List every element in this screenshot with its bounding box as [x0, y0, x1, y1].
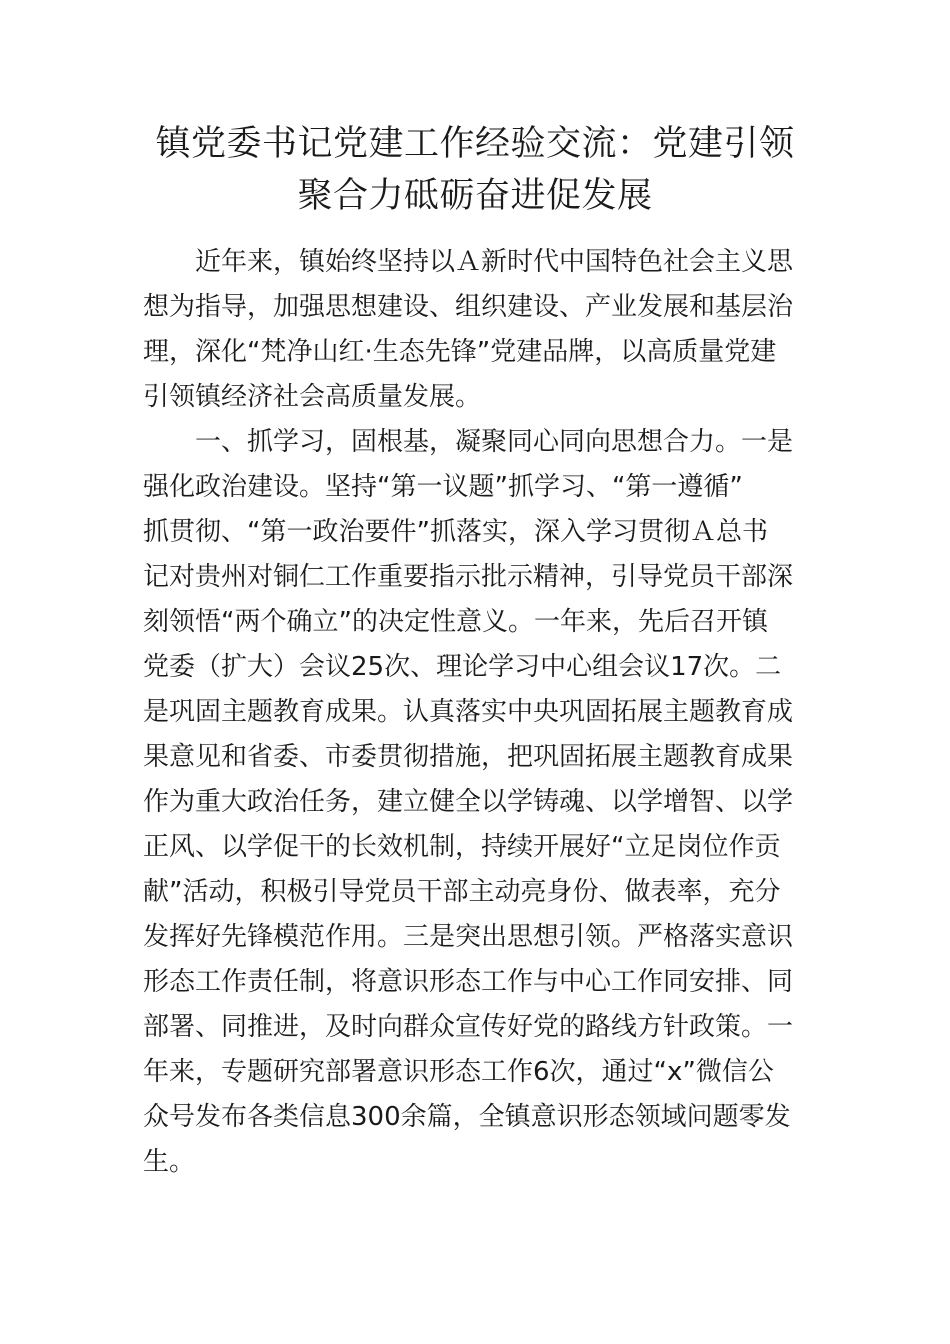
- paragraph-line: 抓贯彻、“第一政治要件”抓落实，深入学习贯彻Ａ总书: [143, 517, 768, 547]
- title-line: 镇党委书记党建工作经验交流：党建引领: [155, 124, 795, 164]
- paragraph-line: 正风、以学促干的长效机制，持续开展好“立足岗位作贡: [143, 832, 781, 862]
- document-body: [143, 240, 803, 1185]
- paragraph-line: 作为重大政治任务，建立健全以学铸魂、以学增智、以学: [143, 787, 794, 817]
- title-line: 聚合力砥砺奋进促发展: [297, 176, 653, 216]
- paragraph-line: 献”活动，积极引导党员干部主动亮身份、做表率，充分: [143, 877, 781, 907]
- paragraph-line: 强化政治建设。坚持“第一议题”抓学习、“第一遵循”: [143, 472, 743, 502]
- paragraph-line: 生。: [143, 1147, 196, 1177]
- document-title: [100, 118, 850, 222]
- paragraph-section-one: [143, 420, 803, 1185]
- paragraph-line: 发挥好先锋模范作用。三是突出思想引领。严格落实意识: [143, 922, 794, 952]
- paragraph-line: 众号发布各类信息300余篇，全镇意识形态领域问题零发: [143, 1102, 791, 1132]
- paragraph-line: 刻领悟“两个确立”的决定性意义。一年来，先后召开镇: [143, 607, 768, 637]
- paragraph-line: 近年来，镇始终坚持以Ａ新时代中国特色社会主义思: [195, 247, 794, 277]
- paragraph-line: 年来，专题研究部署意识形态工作6次，通过“x”微信公: [143, 1057, 774, 1087]
- paragraph-intro: [143, 240, 803, 420]
- paragraph-line: 想为指导，加强思想建设、组织建设、产业发展和基层治: [143, 292, 794, 322]
- paragraph-line: 记对贵州对铜仁工作重要指示批示精神，引导党员干部深: [143, 562, 794, 592]
- paragraph-line: 党委（扩大）会议25次、理论学习中心组会议17次。二: [143, 652, 782, 682]
- paragraph-line: 引领镇经济社会高质量发展。: [143, 382, 482, 412]
- paragraph-line: 一、抓学习，固根基，凝聚同心同向思想合力。一是: [195, 427, 794, 457]
- paragraph-line: 果意见和省委、市委贯彻措施，把巩固拓展主题教育成果: [143, 742, 794, 772]
- paragraph-line: 是巩固主题教育成果。认真落实中央巩固拓展主题教育成: [143, 697, 794, 727]
- paragraph-line: 理，深化“梵净山红·生态先锋”党建品牌，以高质量党建: [143, 337, 777, 367]
- paragraph-line: 部署、同推进，及时向群众宣传好党的路线方针政策。一: [143, 1012, 794, 1042]
- paragraph-line: 形态工作责任制，将意识形态工作与中心工作同安排、同: [143, 967, 794, 997]
